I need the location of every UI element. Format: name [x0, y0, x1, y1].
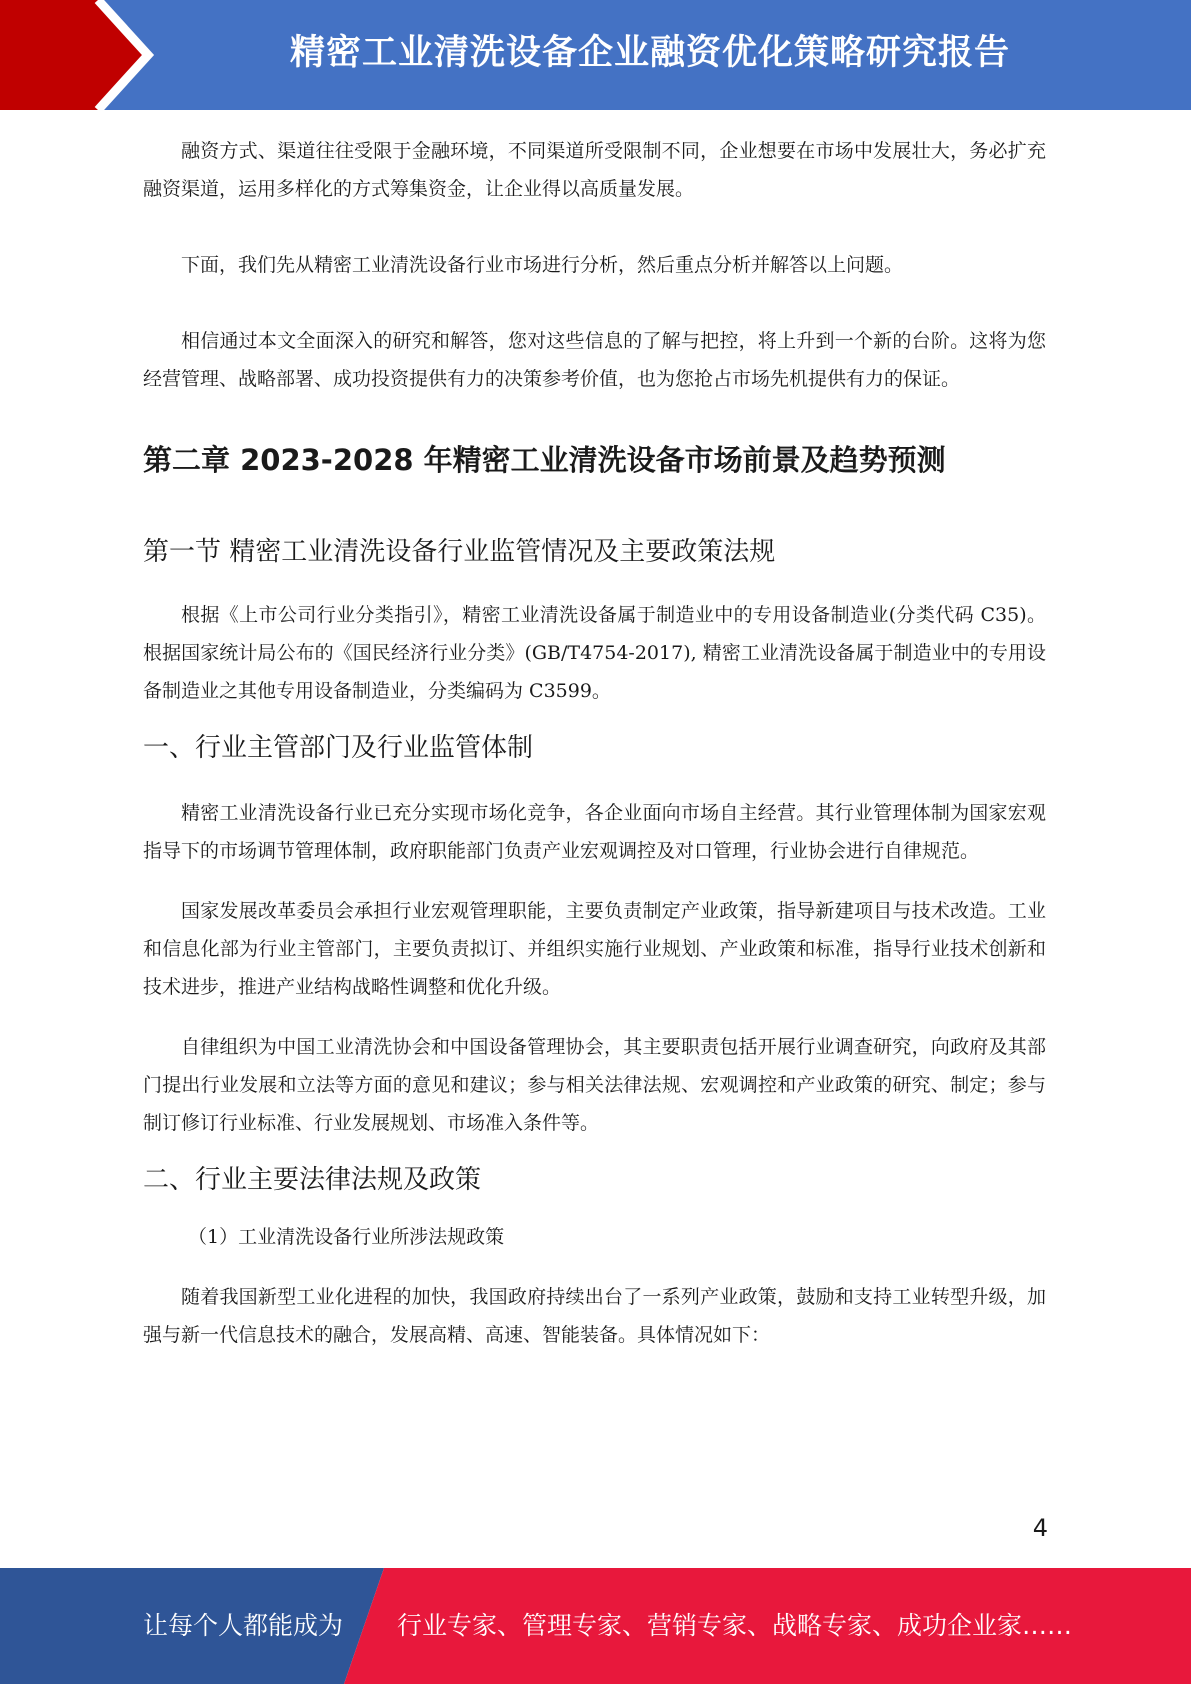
section-paragraph: 根据《上市公司行业分类指引》，精密工业清洗设备属于制造业中的专用设备制造业(分类代码 C35)。根据国家统计局公布的《国民经济行业分类》(GB/T4754-2017), 精密工业清洗设备属于制造业中的专用设备制造业之其他专用设备制造业，分类编码为 C3599。 — [143, 604, 1046, 702]
regulatory-paragraph-3: 自律组织为中国工业清洗协会和中国设备管理协会，其主要职责包括开展行业调查研究，向政府及其部门提出行业发展和立法等方面的意见和建议；参与相关法律法规、宏观调控和产业政策的研究、制定；参与制订修订行业标准、行业发展规划、市场准入条件等。 — [143, 1036, 1046, 1134]
footer-slogan-left: 让每个人都能成为 — [143, 1611, 344, 1640]
regulatory-paragraph-2: 国家发展改革委员会承担行业宏观管理职能，主要负责制定产业政策，指导新建项目与技术改造。工业和信息化部为行业主管部门，主要负责拟订、并组织实施行业规划、产业政策和标准，指导行业技术创新和技术进步，推进产业结构战略性调整和优化升级。 — [143, 900, 1046, 998]
section-title: 第一节 精密工业清洗设备行业监管情况及主要政策法规 — [143, 537, 776, 567]
report-title: 精密工业清洗设备企业融资优化策略研究报告 — [289, 33, 1010, 73]
intro-paragraph-1: 融资方式、渠道往往受限于金融环境，不同渠道所受限制不同，企业想要在市场中发展壮大，务必扩充融资渠道，运用多样化的方式筹集资金，让企业得以高质量发展。 — [143, 140, 1046, 200]
intro-paragraph-2: 下面，我们先从精密工业清洗设备行业市场进行分析，然后重点分析并解答以上问题。 — [181, 254, 904, 276]
chapter-title: 第二章 2023-2028 年精密工业清洗设备市场前景及趋势预测 — [143, 443, 946, 477]
regulatory-paragraph-1: 精密工业清洗设备行业已充分实现市场化竞争，各企业面向市场自主经营。其行业管理体制为国家宏观指导下的市场调节管理体制，政府职能部门负责产业宏观调控及对口管理，行业协会进行自律规范。 — [143, 802, 1046, 862]
sub-item-policy-list: （1）工业清洗设备行业所涉法规政策 — [188, 1226, 505, 1248]
subheading-regulatory-system: 一、行业主管部门及行业监管体制 — [143, 733, 534, 763]
document-body — [143, 132, 1046, 1354]
policy-paragraph: 随着我国新型工业化进程的加快，我国政府持续出台了一系列产业政策，鼓励和支持工业转型升级，加强与新一代信息技术的融合，发展高精、高速、智能装备。具体情况如下： — [143, 1286, 1046, 1346]
report-footer — [0, 1568, 1191, 1684]
footer-slogan-right: 行业专家、管理专家、营销专家、战略专家、成功企业家…… — [397, 1611, 1073, 1640]
intro-paragraph-3: 相信通过本文全面深入的研究和解答，您对这些信息的了解与把控，将上升到一个新的台阶。这将为您经营管理、战略部署、成功投资提供有力的决策参考价值，也为您抢占市场先机提供有力的保证。 — [143, 330, 1046, 390]
page-number: 4 — [1032, 1514, 1048, 1542]
subheading-laws-policies: 二、行业主要法律法规及政策 — [143, 1165, 482, 1195]
report-header — [0, 0, 1191, 110]
